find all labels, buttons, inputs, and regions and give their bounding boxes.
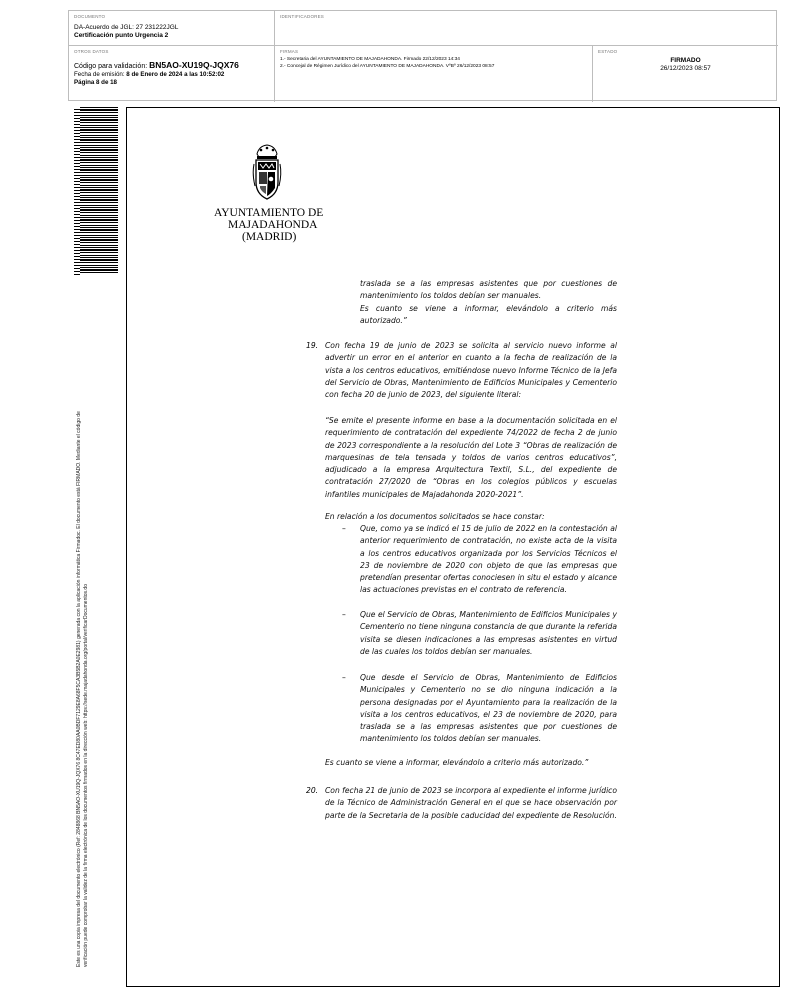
otros-datos-label: OTROS DATOS <box>74 49 109 54</box>
fecha-value: 8 de Enero de 2024 a las 10:52:02 <box>126 71 225 78</box>
item-19-number: 19. <box>306 341 319 350</box>
barcode <box>74 107 118 275</box>
firmas-cell <box>275 46 593 102</box>
municipality-line2: MAJADAHONDA <box>228 219 318 231</box>
side-text-line1: Este es una copia impresa del documento electrónico (Ref: 2848868 BN5AO-XU19Q-JQX76 8C47ED80AA0BDF7129E8A68F5CA3B5B2A0E2981) generada con la aplicación informática Firmadoc. El documento está FIRMADO. Mediante el código de <box>76 411 82 967</box>
codigo-label: Código para validación: <box>74 63 148 70</box>
item-19-text: Con fecha 19 de junio de 2023 se solicita al servicio nuevo informe al advertir un error en el anterior en cuanto a la fecha de realización de la vista a los centros educativos, emitiéndose nuevo Informe Técnico de la Jefa del Servicio de Obras, Mantenimiento de Edificios Municipales y Cementerio con fecha 20 de junio de 2023, del siguiente literal: <box>325 341 617 400</box>
document-header <box>68 10 777 101</box>
bullet-item: Que, como ya se indicó el 15 de julio de 2022 en la contestación al anterior requerimiento de contratación, no existe acta de la visita a los centros educativos organizada por los Servicios Técnicos el 23 de noviembre de 2020 con objeto de que las empresas que pretendían presentar ofertas conociesen in situ el estado y alcance las actuaciones previstas en el contrato de referencia. <box>360 524 617 595</box>
bullet-dash: – <box>342 524 346 533</box>
otros-datos-cell <box>69 46 275 102</box>
identificadores-label: IDENTIFICADORES <box>280 14 325 19</box>
quote-tail: traslada se a las empresas asistentes que por cuestiones de mantenimiento los toldos debían ser manuales. <box>360 279 617 301</box>
municipality-name <box>210 207 330 243</box>
estado-cell <box>593 46 778 102</box>
estado-value: FIRMADO <box>670 57 701 64</box>
fecha-label: Fecha de emisión: <box>74 71 125 78</box>
quote-tail-2: Es cuanto se viene a informar, elevándolo a criterio más autorizado.” <box>360 304 617 326</box>
bullet-dash: – <box>342 610 346 619</box>
side-text-line2: verificación puede comprobar la validez de la firma electrónica de los documentos firmados en la dirección web: https://sede.majadahonda.org/portal/verificarDocumentos.do <box>83 584 89 967</box>
identificadores-cell <box>275 11 778 46</box>
bullet-dash: – <box>342 673 346 682</box>
documento-line1: DA-Acuerdo de JGL: 27 231222JGL <box>74 24 179 31</box>
documento-cell <box>69 11 275 46</box>
documento-line2: Certificación punto Urgencia 2 <box>74 32 169 39</box>
verification-side-text <box>76 292 90 967</box>
pagina: Página 8 de 18 <box>74 79 117 86</box>
bullet-item: Que desde el Servicio de Obras, Mantenimiento de Edificios Municipales y Cementerio no se dio ninguna indicación a la persona designadas por el Ayuntamiento para la realización de la visita a los centros educativos, el 23 de noviembre de 2020, para traslada se a las empresas asistentes que por cuestiones de mantenimiento los toldos debían ser manuales. <box>360 673 617 744</box>
codigo-validacion <box>74 61 239 72</box>
item-20-number: 20. <box>306 786 319 795</box>
firma-2: 2.- Concejal de Régimen Jurídico del AYUNTAMIENTO DE MAJADAHONDA. VºBº 26/12/2023 08:57 <box>280 64 495 69</box>
codigo-value: BN5AO-XU19Q-JQX76 <box>149 60 239 70</box>
municipality-line1: AYUNTAMIENTO DE <box>214 207 324 219</box>
documento-label: DOCUMENTO <box>74 14 106 19</box>
firma-1: 1.- Secretaria del AYUNTAMIENTO DE MAJADAHONDA. Firmado 22/12/2023 14:34 <box>280 57 460 62</box>
estado-date: 26/12/2023 08:57 <box>660 65 711 72</box>
item-20-text: Con fecha 21 de junio de 2023 se incorpora al expediente el informe jurídico de la Técnico de Administración General en el que se hace observación por parte de la Secretaria de la posible caducidad del expediente de Resolución. <box>325 786 617 820</box>
bullet-item: Que el Servicio de Obras, Mantenimiento de Edificios Municipales y Cementerio no tiene ninguna constancia de que durante la referida visita se diesen indicaciones a las empresas asistentes en virtud de las cuales los toldos debían ser manuales. <box>360 610 617 656</box>
municipality-line3: (MADRID) <box>242 231 297 243</box>
item-19-quote: “Se emite el presente informe en base a la documentación solicitada en el requerimiento de contratación del expediente 74/2022 de fecha 2 de junio de 2023 correspondiente a la resolución del Lote 3 “Obras de realización de marquesinas de tela tensada y toldos de varios centros educativos”, adjudicado a la empresa Arquitectura Textil, S.L., del expediente de contratación 27/2020 de “Obras en los colegios públicos y escuelas infantiles municipales de Majadahonda 2020-2021”. <box>325 416 617 499</box>
item-19-intro: En relación a los documentos solicitados se hace constar: <box>325 512 545 521</box>
estado-label: ESTADO <box>598 49 618 54</box>
municipal-crest-icon <box>251 144 283 202</box>
firmas-label: FIRMAS <box>280 49 299 54</box>
item-19-close: Es cuanto se viene a informar, elevándolo a criterio más autorizado.” <box>325 758 589 767</box>
